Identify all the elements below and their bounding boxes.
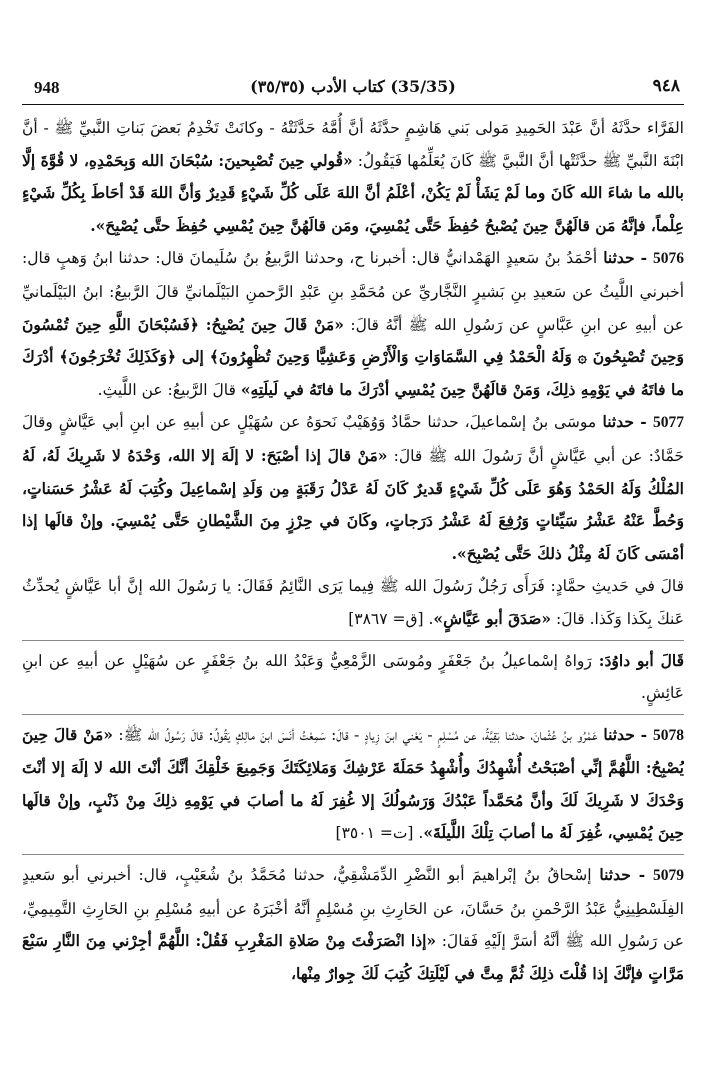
hadith-5079	[22, 859, 684, 990]
prophetic-text: «مَنْ قالَ إذا أصْبَحَ: لا إلَهَ إلا الله، وَحْدَهُ لا شَرِيكَ لَهُ، لَهُ المُلْكُ وَلَهُ الحَمْدُ وَهُوَ عَلَى كُلِّ شَيْءٍ قَديرٌ كَانَ لَهُ عَدْلُ رَقَبَةٍ مِن وَلَدِ إسْماعِيلَ وكُتِبَ لَهُ عَشْرُ حَسَناتٍ، وَحُطَّ عَنْهُ عَشْرُ سَيِّئاتٍ وَرُفِعَ لَهُ عَشْرُ دَرَجاتٍ، وكَانَ في حِرْزٍ مِنَ الشَّيْطانِ حَتَّى يُمْسِيَ. وإنْ قالَها إذا أمْسَى كَانَ لَهُ مِثْلُ ذلكَ حَتَّى يُصْبِحَ».	[22, 445, 684, 563]
hadith-number: 5077	[653, 414, 684, 432]
prophetic-text: «مَنْ قَالَ حِينَ يُصْبِحُ: ﴿فَسُبْحَانَ اللَّهِ حِينَ تُمْسُونَ وَحِينَ تُصْبِحُونَ ۞ وَلَهُ الْحَمْدُ فِي السَّمَاوَاتِ وَالْأَرْضِ وَعَشِيًّا وَحِينَ تُظْهِرُونَ﴾ إلى ﴿وَكَذَلِكَ تُخْرَجُونَ﴾ أدْرَكَ ما فاتَهُ في يَوْمِهِ ذلِكَ، وَمَنْ قالَهُنَّ حِينَ يُمْسِي أدْرَكَ ما فاتَهُ في لَيلَتِهِ»	[22, 314, 684, 399]
hadith-continuation	[22, 112, 684, 242]
narration-text: إسْحاقُ بنُ إبْراهيمَ أبو النَّضْرِ الدِّمَشْقِيُّ، حدثنا مُحَمَّدُ بنُ شُعَيْبٍ، قال: أخبرني أبو سَعيدٍ الفِلَسْطِينِيُّ عَبْدُ الرَّحْمنِ بنُ حَسَّانَ، عن الحَارِثِ بنِ مُسْلِمٍ أنَّهُ أخْبَرَهُ عن أبيهِ مُسْلِمِ بنِ الحَارِثِ التَّمِيمِيِّ، عن رَسُولِ الله ﷺ أنَّهُ أسَرَّ إلَيْهِ فَقالَ:	[22, 866, 684, 951]
hadith-lead: - حدثنا	[597, 248, 654, 268]
page-body	[22, 112, 684, 1072]
running-title: (35/35) كتاب الأدب (٣٥/٣٥)	[250, 77, 456, 96]
narration-text: موسَى بنُ إسْماعيلَ، حدثنا حمَّادٌ وَوُهَيْبٌ نَحوَهُ عن سُهَيْلٍ عن أبيهِ عن ابنِ أبي عَيَّاشٍ وقالَ حَمَّادٌ: عن أبي عَيَّاشٍ أنَّ رَسُولَ الله ﷺ قالَ:	[22, 413, 684, 465]
hadith-number: 5076	[653, 250, 684, 268]
hadith-5078	[22, 719, 684, 855]
reference-tail: . [ت= ٣٥٠١]	[335, 824, 424, 843]
prophetic-text: «صَدَقَ أبو عَيَّاشٍ»	[433, 608, 552, 628]
page-number-arabic: ٩٤٨	[652, 76, 680, 96]
narration-text: أحْمَدُ بنُ سَعيدٍ الهَمْدانيُّ قال: أخبرنا ح، وحدثنا الرَّبيعُ بنُ سُلَيمانَ قال: حدثنا ابنُ وَهبٍ قال: أخبرني اللَّيثُ عن سَعيدِ بنِ بَشيرٍ النَّجَّاريِّ عن مُحَمَّدِ بنِ عَبْدِ الرَّحمنِ البَيْلَمانيِّ قالَ الرَّبيعُ: ابنُ البَيْلَمانيِّ عن أبيهِ عن ابنِ عَبَّاسٍ عن رَسُولِ الله ﷺ أنَّهُ قالَ:	[22, 249, 684, 334]
page-header	[22, 74, 684, 105]
narration-text: رَواهُ إسْماعيلُ بنُ جَعْفَرٍ ومُوسَى الزَّمْعِيُّ وَعَبْدُ الله بنُ جَعْفَرٍ عن سُهَيْلٍ عن أبيهِ عن ابنِ عَائِشٍ.	[22, 651, 684, 703]
note-lead: قَالَ أبو داوُدَ:	[591, 650, 684, 670]
prophetic-text: «مَنْ قالَ حِينَ يُصْبِحُ: اللَّهُمَّ إنِّي أصْبَحْتُ أُشْهِدُكَ وأُشْهِدُ حَمَلَةَ عَرْشِكَ وَمَلائِكَتَكَ وَجَمِيعَ خَلْقِكَ أنَّكَ أنْتَ الله لا إلَهَ إلا أنْتَ وَحْدَكَ لا شَرِيكَ لَكَ وأنَّ مُحَمَّداً عَبْدُكَ وَرَسُولُكَ إلا غُفِرَ لَهُ ما أصابَ في يَوْمِهِ ذلِكَ مِنْ ذَنْبٍ، وإنْ قالَها حِينَ يُمْسِي، غُفِرَ لَهُ ما أصابَ تِلْكَ اللَّيلَةَ»	[22, 724, 684, 843]
hadith-lead: - حدثنا	[597, 724, 653, 744]
hadith-number: 5079	[653, 867, 684, 885]
abu-dawud-note	[22, 645, 684, 715]
narration-text: عَمْرُو بنُ عُثْمانَ، حدثنا بَقِيَّةُ، عن مُسْلِمٍ - يَعْني ابنَ زِيادٍ - قالَ: سَمِعْتُ أنَسَ ابنَ مالِكٍ يَقُولُ: قالَ رَسُولُ الله ﷺ:	[112, 725, 598, 744]
hadith-number: 5078	[652, 726, 684, 744]
narration-tail: قالَ الرَّبيعُ: عن اللَّيثِ.	[97, 380, 241, 399]
narration-text: قالَ في حَديثِ حمَّادٍ: فَرَأَى رَجُلٌ رَسُولَ الله ﷺ فِيما يَرَى النَّائِمُ فَقَالَ: يا رَسُولَ الله إنَّ أبا عَيَّاشٍ يُحدِّثُ عَنكَ بِكَذا وَكَذا. قالَ:	[22, 577, 684, 628]
hadith-lead: - حدثنا	[596, 412, 653, 432]
hadith-lead: - حدثنا	[591, 865, 653, 885]
hadith-5076	[22, 242, 684, 406]
hadith-5077-note	[22, 570, 684, 640]
page-number-latin: 948	[34, 78, 60, 97]
reference-tail: . [ق= ٣٨٦٧]	[348, 609, 434, 628]
prophetic-text: «إذا انْصَرَفْتَ مِنْ صَلاةِ المَغْرِبِ فَقُلْ: اللَّهُمَّ أجِرْني مِنَ النَّارِ سَبْعَ مَرَّاتٍ فإنَّكَ إذا قُلْتَ ذلِكَ ثُمَّ مِتَّ في لَيْلَتِكَ كُتِبَ لَكَ جِوارٌ مِنْها،	[22, 931, 684, 983]
hadith-5077	[22, 406, 684, 570]
narration-text: الفَرَّاء حدَّثَهُ أنَّ عَبْدَ الحَمِيدِ مَولى بَني هَاشِمٍ حدَّثَهُ أنَّ أُمَّهُ حَدَّثَتْهُ - وكانَتْ تَخْدِمُ بَعضَ بَناتِ النَّبيِّ ﷺ - أنَّ ابْنَةَ النَّبيِّ ﷺ حدَّثَتْها أنَّ النَّبيَّ ﷺ كَانَ يُعَلِّمُها فَيَقُولُ:	[22, 119, 684, 170]
prophetic-text: «قُولي حِينَ تُصْبِحينَ: سُبْحَانَ الله وَبِحَمْدِهِ، لا قُوَّةَ إلَّا بالله ما شاءَ الله كَانَ وما لَمْ يَشَأْ لَمْ يَكُنْ، أعْلَمُ أنَّ اللهَ عَلَى كُلِّ شَيْءٍ قَدِيرٌ وَأنَّ اللهَ قَدْ أحَاطَ بِكُلِّ شَيْءٍ عِلْماً، فإنَّهُ مَن قالَهُنَّ حِينَ يُصْبحُ حُفِظَ حَتَّى يُمْسِيَ، ومَن قالَهُنَّ حِينَ يُمْسِي حُفِظَ حتَّى يُصْبِحَ».	[22, 150, 684, 235]
